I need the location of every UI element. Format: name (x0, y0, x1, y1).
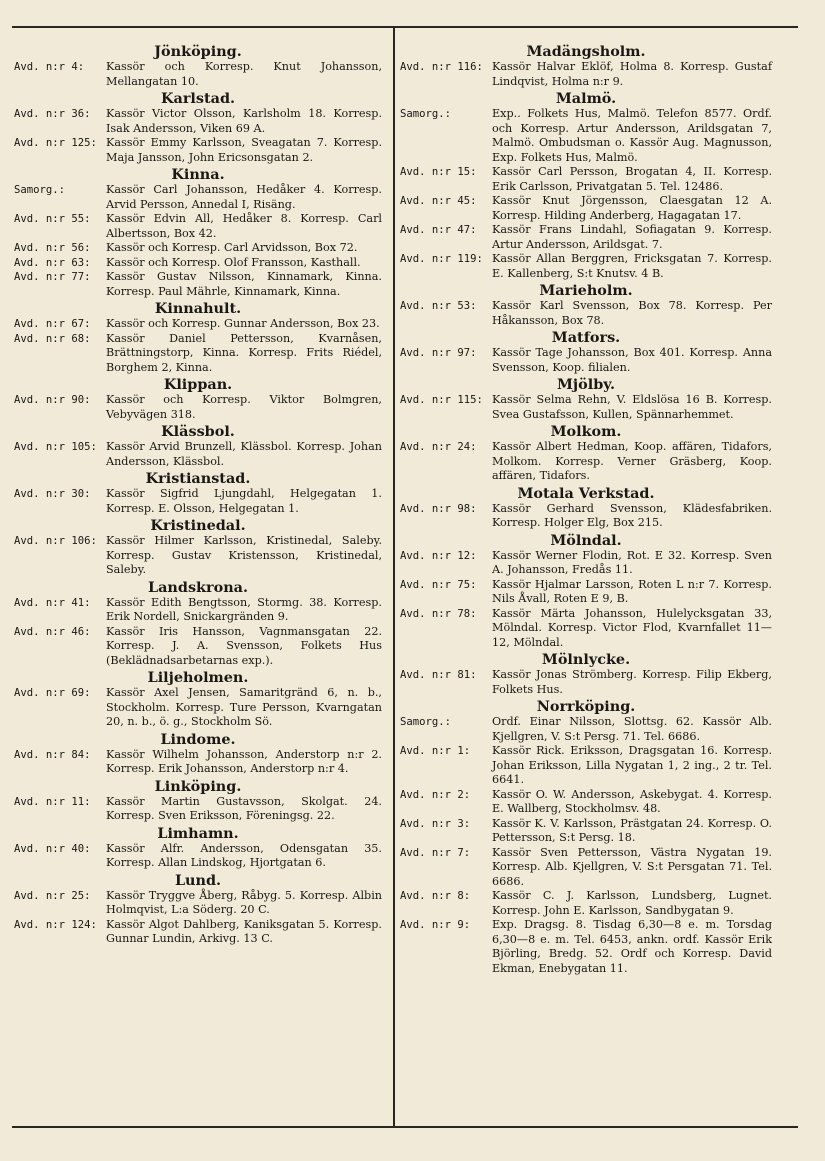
branch-contacts: Kassör Sigfrid Ljungdahl, Helgegatan 1. Korresp. E. Olsson, Helgegatan 1. (106, 487, 382, 515)
city-heading: Linköping. (154, 777, 242, 795)
branch-label: Avd. n:r 40: (14, 842, 91, 855)
branch-entry (400, 578, 772, 607)
branch-entry (400, 346, 772, 375)
branch-entry (14, 270, 382, 299)
branch-entry (400, 393, 772, 422)
city-heading: Matfors. (551, 329, 621, 346)
branch-label: Samorg.: (400, 108, 452, 120)
city-heading: Kristianstad. (145, 470, 251, 487)
city-section (14, 517, 382, 578)
city-section (14, 872, 382, 947)
branch-entry (14, 183, 382, 212)
branch-label: Avd. n:r 98: (400, 502, 477, 515)
branch-contacts: Kassör Gustav Nilsson, Kinnamark, Kinna. Korresp. Paul Mährle, Kinnamark, Kinna. (106, 270, 382, 298)
branch-label: Avd. n:r 3: (400, 817, 471, 830)
branch-entry (400, 502, 772, 531)
city-section (14, 300, 382, 375)
branch-label: Avd. n:r 8: (400, 890, 471, 902)
branch-contacts: Kassör Märta Johansson, Hulelycksgatan 33, Mölndal. Korresp. Victor Flod, Kvarnfallet 11—12, Mölndal. (492, 606, 772, 649)
city-section (14, 825, 382, 871)
branch-contacts: Kassör Iris Hansson, Vagnmansgatan 22. Korresp. J. A. Svensson, Folkets Hus (Beklädnadsarbetarnas exp.). (106, 624, 382, 667)
branch-label: Avd. n:r 69: (14, 687, 91, 699)
branch-label: Avd. n:r 53: (400, 300, 477, 312)
branch-contacts: Kassör och Korresp. Gunnar Andersson, Box 23. (106, 317, 380, 330)
branch-entry (400, 889, 772, 918)
branch-label: Avd. n:r 12: (400, 549, 477, 562)
branch-entry (400, 252, 772, 281)
column-divider (393, 27, 395, 1127)
city-section (14, 579, 382, 669)
branch-label: Avd. n:r 7: (400, 846, 471, 859)
branch-contacts: Kassör Wilhelm Johansson, Anderstorp n:r 2. Korresp. Erik Johansson, Anderstorp n:r 4. (106, 747, 382, 775)
branch-entry (400, 715, 772, 744)
branch-contacts: Kassör Gerhard Svensson, Klädesfabriken. Korresp. Holger Elg, Box 215. (492, 501, 772, 529)
branch-contacts: Kassör C. J. Karlsson, Lundsberg, Lugnet. Korresp. John E. Karlsson, Sandbygatan 9. (492, 889, 772, 917)
city-heading: Klässbol. (161, 423, 235, 440)
branch-label: Avd. n:r 81: (400, 669, 477, 681)
branch-entry (14, 136, 382, 165)
city-heading: Norrköping. (536, 698, 636, 715)
branch-entry (14, 748, 382, 777)
branch-contacts: Kassör och Korresp. Knut Johansson, Mellangatan 10. (106, 60, 382, 88)
branch-label: Avd. n:r 11: (14, 795, 91, 808)
branch-label: Avd. n:r 115: (400, 394, 483, 406)
city-section (400, 485, 772, 531)
city-section (400, 532, 772, 651)
branch-contacts: Kassör Tage Johansson, Box 401. Korresp. Anna Svensson, Koop. filialen. (492, 346, 772, 374)
branch-label: Avd. n:r 2: (400, 788, 471, 801)
branch-contacts: Kassör Alfr. Andersson, Odensgatan 35. Korresp. Allan Lindskog, Hjortgatan 6. (106, 841, 382, 869)
branch-entry (400, 918, 772, 976)
branch-label: Avd. n:r 15: (400, 166, 477, 178)
branch-entry (400, 668, 772, 697)
city-heading: Klippan. (163, 376, 233, 393)
branch-contacts: Kassör Albert Hedman, Koop. affären, Tidafors, Molkom. Korresp. Verner Gräsberg, Koop. affären, Tidafors. (492, 440, 772, 482)
city-section (14, 376, 382, 422)
branch-entry (14, 918, 382, 947)
branch-contacts: Kassör Daniel Pettersson, Kvarnåsen, Brättningstorp, Kinna. Korresp. Frits Riédel, Borghem 2, Kinna. (106, 331, 382, 374)
branch-entry (400, 60, 772, 89)
branch-entry (14, 596, 382, 625)
branch-contacts: Kassör Allan Berggren, Fricksgatan 7. Korresp. E. Kallenberg, S:t Knutsv. 4 B. (492, 252, 772, 280)
city-section (14, 731, 382, 777)
branch-label: Samorg.: (14, 184, 66, 196)
branch-label: Avd. n:r 125: (14, 137, 97, 149)
branch-label: Avd. n:r 116: (400, 61, 483, 73)
branch-entry (400, 607, 772, 651)
branch-label: Avd. n:r 105: (14, 441, 97, 453)
city-heading: Limhamn. (157, 824, 239, 842)
city-heading: Liljeholmen. (147, 669, 249, 686)
branch-entry (14, 212, 382, 241)
branch-entry (400, 194, 772, 223)
city-section (400, 329, 772, 375)
bottom-rule (12, 1126, 798, 1128)
branch-entry (400, 817, 772, 846)
city-section (400, 698, 772, 976)
top-rule (12, 26, 798, 28)
branch-contacts: Kassör Emmy Karlsson, Sveagatan 7. Korresp. Maja Jansson, John Ericsonsgatan 2. (106, 136, 382, 164)
branch-entry (14, 889, 382, 918)
branch-contacts: Exp.. Folkets Hus, Malmö. Telefon 8577. Ordf. och Korresp. Artur Andersson, Arildsgatan 7, Malmö. Ombudsman o. Kassör Aug. Magnusson, Exp. Folkets Hus, Malmö. (492, 107, 772, 164)
branch-label: Avd. n:r 97: (400, 347, 477, 359)
branch-label: Avd. n:r 25: (14, 889, 91, 902)
branch-entry (400, 107, 772, 165)
branch-label: Avd. n:r 67: (14, 318, 91, 330)
branch-label: Avd. n:r 45: (400, 195, 477, 207)
branch-label: Avd. n:r 46: (14, 625, 91, 638)
branch-entry (14, 256, 382, 271)
branch-label: Avd. n:r 56: (14, 242, 91, 254)
branch-entry (400, 440, 772, 484)
branch-label: Avd. n:r 4: (14, 61, 85, 73)
branch-label: Avd. n:r 84: (14, 748, 91, 761)
branch-entry (14, 795, 382, 824)
city-heading: Molkom. (550, 423, 622, 440)
branch-label: Avd. n:r 41: (14, 596, 91, 609)
branch-contacts: Kassör Jonas Strömberg. Korresp. Filip Ekberg, Folkets Hus. (492, 668, 772, 696)
city-section (400, 376, 772, 422)
branch-contacts: Kassör Hjalmar Larsson, Roten L n:r 7. Korresp. Nils Åvall, Roten E 9, B. (492, 577, 772, 605)
branch-entry (14, 317, 382, 332)
branch-entry (14, 625, 382, 669)
branch-label: Avd. n:r 119: (400, 253, 483, 265)
branch-entry (400, 165, 772, 194)
city-heading: Kristinedal. (150, 517, 246, 534)
city-heading: Kinnahult. (154, 300, 242, 317)
branch-contacts: Kassör Carl Persson, Brogatan 4, II. Korresp. Erik Carlsson, Privatgatan 5. Tel. 12486. (492, 165, 772, 193)
branch-contacts: Kassör och Korresp. Viktor Bolmgren, Vebyvägen 318. (106, 393, 382, 421)
branch-label: Avd. n:r 47: (400, 224, 477, 236)
branch-label: Avd. n:r 55: (14, 213, 91, 225)
branch-contacts: Kassör och Korresp. Olof Fransson, Kasthall. (106, 255, 361, 269)
branch-entry (400, 299, 772, 328)
branch-contacts: Kassör Tryggve Åberg, Råbyg. 5. Korresp. Albin Holmqvist, L:a Söderg. 20 C. (106, 888, 382, 916)
branch-contacts: Kassör Algot Dahlberg, Kaniksgatan 5. Korresp. Gunnar Lundin, Arkivg. 13 C. (106, 917, 382, 945)
city-heading: Kinna. (171, 166, 225, 183)
branch-entry (14, 534, 382, 578)
branch-contacts: Kassör Selma Rehn, V. Eldslösa 16 B. Korresp. Svea Gustafsson, Kullen, Spännarhemmet. (492, 393, 772, 421)
branch-contacts: Kassör Knut Jörgensson, Claesgatan 12 A. Korresp. Hilding Anderberg, Hagagatan 17. (492, 194, 772, 222)
branch-label: Avd. n:r 124: (14, 918, 97, 931)
city-section (14, 166, 382, 299)
branch-label: Avd. n:r 75: (400, 578, 477, 591)
city-heading: Karlstad. (160, 90, 236, 107)
branch-entry (400, 549, 772, 578)
city-heading: Jönköping. (154, 43, 242, 60)
city-heading: Lund. (174, 871, 222, 889)
branch-label: Avd. n:r 24: (400, 441, 477, 453)
left-column (14, 42, 382, 947)
branch-contacts: Kassör Edith Bengtsson, Stormg. 38. Korresp. Erik Nordell, Snickargränden 9. (106, 595, 382, 623)
branch-label: Avd. n:r 77: (14, 271, 91, 283)
branch-entry (14, 332, 382, 376)
branch-contacts: Kassör O. W. Andersson, Askebygat. 4. Korresp. E. Wallberg, Stockholmsv. 48. (492, 787, 772, 815)
branch-entry (14, 241, 382, 256)
branch-entry (400, 223, 772, 252)
branch-contacts: Ordf. Einar Nilsson, Slottsg. 62. Kassör Alb. Kjellgren, V. S:t Persg. 71. Tel. 6686. (492, 715, 772, 743)
branch-contacts: Kassör Edvin All, Hedåker 8. Korresp. Carl Albertsson, Box 42. (106, 212, 382, 240)
branch-label: Samorg.: (400, 716, 452, 728)
city-heading: Madängsholm. (526, 43, 646, 60)
city-section (400, 43, 772, 89)
branch-contacts: Kassör Axel Jensen, Samaritgränd 6, n. b., Stockholm. Korresp. Ture Persson, Kvarngatan 20, n. b., ö. g., Stockholm Sö. (106, 686, 382, 728)
branch-label: Avd. n:r 78: (400, 607, 477, 620)
branch-label: Avd. n:r 36: (14, 108, 91, 120)
branch-contacts: Kassör Werner Flodin, Rot. E 32. Korresp. Sven A. Johansson, Fredås 11. (492, 548, 772, 576)
branch-contacts: Kassör Martin Gustavsson, Skolgat. 24. Korresp. Sven Eriksson, Föreningsg. 22. (106, 794, 382, 822)
city-section (14, 470, 382, 516)
city-section (14, 778, 382, 824)
branch-contacts: Kassör Karl Svensson, Box 78. Korresp. Per Håkansson, Box 78. (492, 299, 772, 327)
branch-entry (14, 487, 382, 516)
city-heading: Malmö. (555, 90, 617, 107)
branch-entry (400, 744, 772, 788)
city-heading: Mjölby. (557, 376, 615, 393)
branch-entry (14, 842, 382, 871)
branch-label: Avd. n:r 30: (14, 488, 91, 500)
branch-entry (14, 107, 382, 136)
branch-label: Avd. n:r 90: (14, 394, 91, 406)
branch-contacts: Kassör och Korresp. Carl Arvidsson, Box 72. (106, 241, 358, 254)
city-section (14, 90, 382, 165)
city-section (400, 423, 772, 484)
branch-contacts: Kassör Rick. Eriksson, Dragsgatan 16. Korresp. Johan Eriksson, Lilla Nygatan 1, 2 ing., 2 tr. Tel. 6641. (492, 744, 772, 786)
city-section (400, 282, 772, 328)
city-heading: Lindome. (160, 730, 236, 748)
branch-label: Avd. n:r 9: (400, 919, 471, 931)
branch-entry (14, 393, 382, 422)
branch-label: Avd. n:r 1: (400, 745, 471, 757)
city-heading: Marieholm. (539, 282, 633, 299)
branch-contacts: Kassör Carl Johansson, Hedåker 4. Korresp. Arvid Persson, Annedal I, Risäng. (106, 183, 382, 211)
branch-contacts: Kassör Arvid Brunzell, Klässbol. Korresp. Johan Andersson, Klässbol. (106, 440, 382, 468)
branch-contacts: Kassör Hilmer Karlsson, Kristinedal, Saleby. Korresp. Gustav Kristensson, Kristinedal, Saleby. (106, 534, 382, 576)
branch-contacts: Exp. Dragsg. 8. Tisdag 6,30—8 e. m. Torsdag 6,30—8 e. m. Tel. 6453, ankn. ordf. Kassör Erik Björling, Bredg. 52. Ordf och Korresp. David Ekman, Enebygatan 11. (492, 918, 772, 975)
city-section (14, 423, 382, 469)
branch-contacts: Kassör K. V. Karlsson, Prästgatan 24. Korresp. O. Pettersson, S:t Persg. 18. (492, 816, 772, 844)
branch-entry (400, 788, 772, 817)
branch-entry (14, 440, 382, 469)
city-heading: Motala Verkstad. (517, 484, 655, 502)
right-column (400, 42, 772, 976)
city-section (400, 651, 772, 697)
branch-entry (14, 686, 382, 730)
branch-label: Avd. n:r 63: (14, 256, 91, 269)
branch-contacts: Kassör Frans Lindahl, Sofiagatan 9. Korresp. Artur Andersson, Arildsgat. 7. (492, 223, 772, 251)
branch-entry (400, 846, 772, 890)
city-section (400, 90, 772, 281)
city-section (14, 43, 382, 89)
city-section (14, 669, 382, 730)
branch-contacts: Kassör Victor Olsson, Karlsholm 18. Korresp. Isak Andersson, Viken 69 A. (106, 107, 382, 135)
branch-label: Avd. n:r 68: (14, 332, 91, 345)
branch-contacts: Kassör Halvar Eklöf, Holma 8. Korresp. Gustaf Lindqvist, Holma n:r 9. (492, 60, 772, 88)
branch-contacts: Kassör Sven Pettersson, Västra Nygatan 19. Korresp. Alb. Kjellgren, V. S:t Persgatan 71. Tel. 6686. (492, 845, 772, 888)
city-heading: Mölndal. (550, 531, 622, 549)
branch-label: Avd. n:r 106: (14, 535, 97, 547)
branch-entry (14, 60, 382, 89)
city-heading: Landskrona. (147, 578, 249, 596)
city-heading: Mölnlycke. (541, 651, 631, 668)
